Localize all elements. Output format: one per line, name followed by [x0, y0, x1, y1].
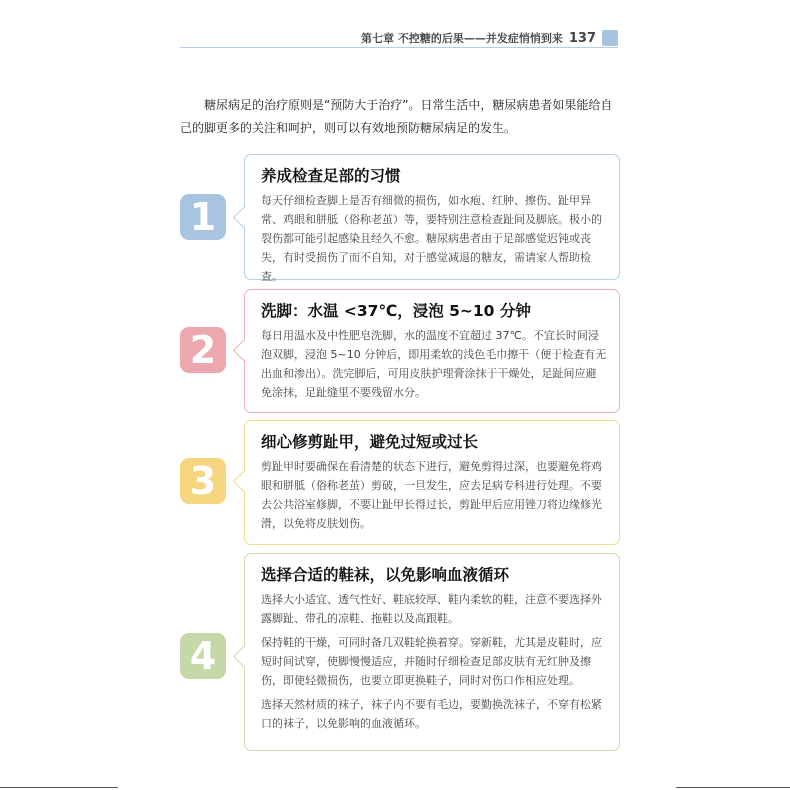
number-badge-2: 2	[180, 327, 226, 373]
number-badge-3: 3	[180, 458, 226, 504]
tip-text-4c: 选择天然材质的袜子，袜子内不要有毛边，要勤换洗袜子，不穿有松紧口的袜子，以免影响的血液循环。	[261, 698, 602, 730]
tip-text-2: 每日用温水及中性肥皂洗脚，水的温度不宜超过 37℃。不宜长时间浸泡双脚，浸泡 5~10 分钟后，即用柔软的浅色毛巾擦干（便于检查有无出血和渗出）。洗完脚后，可用皮肤护理膏涂抹于干燥处，足趾间应避免涂抹，足趾缝里不要残留水分。	[261, 329, 607, 399]
tip-text-3: 剪趾甲时要确保在看清楚的状态下进行，避免剪得过深，也要避免将鸡眼和胼胝（俗称老茧）剪破，一旦发生，应去足病专科进行处理。不要去公共浴室修脚，不要让趾甲长得过长，剪趾甲后应用锉刀将边缘修光滑，以免将皮肤划伤。	[261, 460, 602, 530]
intro-paragraph: 糖尿病足的治疗原则是“预防大于治疗”。日常生活中，糖尿病患者如果能给自己的脚更多的关注和呵护，则可以有效地预防糖尿病足的发生。	[180, 98, 613, 135]
tip-title-3: 细心修剪趾甲，避免过短或过长	[261, 433, 479, 451]
chapter-tab-marker	[602, 30, 618, 46]
header-rule	[180, 47, 618, 48]
footer-rule-right	[676, 787, 790, 788]
tip-card-3	[244, 420, 620, 545]
card-pointer	[233, 471, 254, 492]
tip-text-1: 每天仔细检查脚上是否有细微的损伤，如水疱、红肿、擦伤、趾甲异常、鸡眼和胼胝（俗称老茧）等，要特别注意检查趾间及脚底。极小的裂伤都可能引起感染且经久不愈。糖尿病患者由于足部感觉迟钝或丧失，有时受损伤了而不自知，对于感觉减退的糖友，需请家人帮助检查。	[261, 194, 602, 283]
tip-item-4	[180, 553, 620, 751]
running-header	[180, 30, 618, 46]
tip-item-2	[180, 289, 620, 413]
tip-card-1	[244, 154, 620, 283]
tip-text-4b: 保持鞋的干燥，可同时备几双鞋轮换着穿。穿新鞋，尤其是皮鞋时，应短时间试穿，使脚慢慢适应，并随时仔细检查足部皮肤有无红肿及擦伤，即使轻微损伤，也要立即更换鞋子，同时对伤口作相应处理。	[261, 636, 602, 687]
page-number: 137	[568, 30, 596, 46]
footer-rule-left	[0, 787, 118, 788]
number-badge-4: 4	[180, 633, 226, 679]
tip-card-4	[244, 553, 620, 751]
card-pointer	[233, 646, 254, 667]
tip-title-4: 选择合适的鞋袜，以免影响血液循环	[261, 566, 510, 584]
tip-text-4a: 选择大小适宜、透气性好、鞋底较厚、鞋内柔软的鞋，注意不要选择外露脚趾、带孔的凉鞋、拖鞋以及高跟鞋。	[261, 593, 602, 625]
card-pointer	[233, 340, 254, 361]
number-badge-1: 1	[180, 194, 226, 240]
tip-item-3	[180, 420, 620, 545]
tip-item-1	[180, 154, 620, 283]
card-pointer	[233, 207, 254, 228]
tip-card-2	[244, 289, 620, 413]
tip-title-2: 洗脚：水温 <37℃，浸泡 5~10 分钟	[261, 302, 531, 320]
chapter-title: 第七章 不控糖的后果——并发症悄悄到来	[361, 32, 563, 45]
tip-title-1: 养成检查足部的习惯	[261, 167, 401, 185]
